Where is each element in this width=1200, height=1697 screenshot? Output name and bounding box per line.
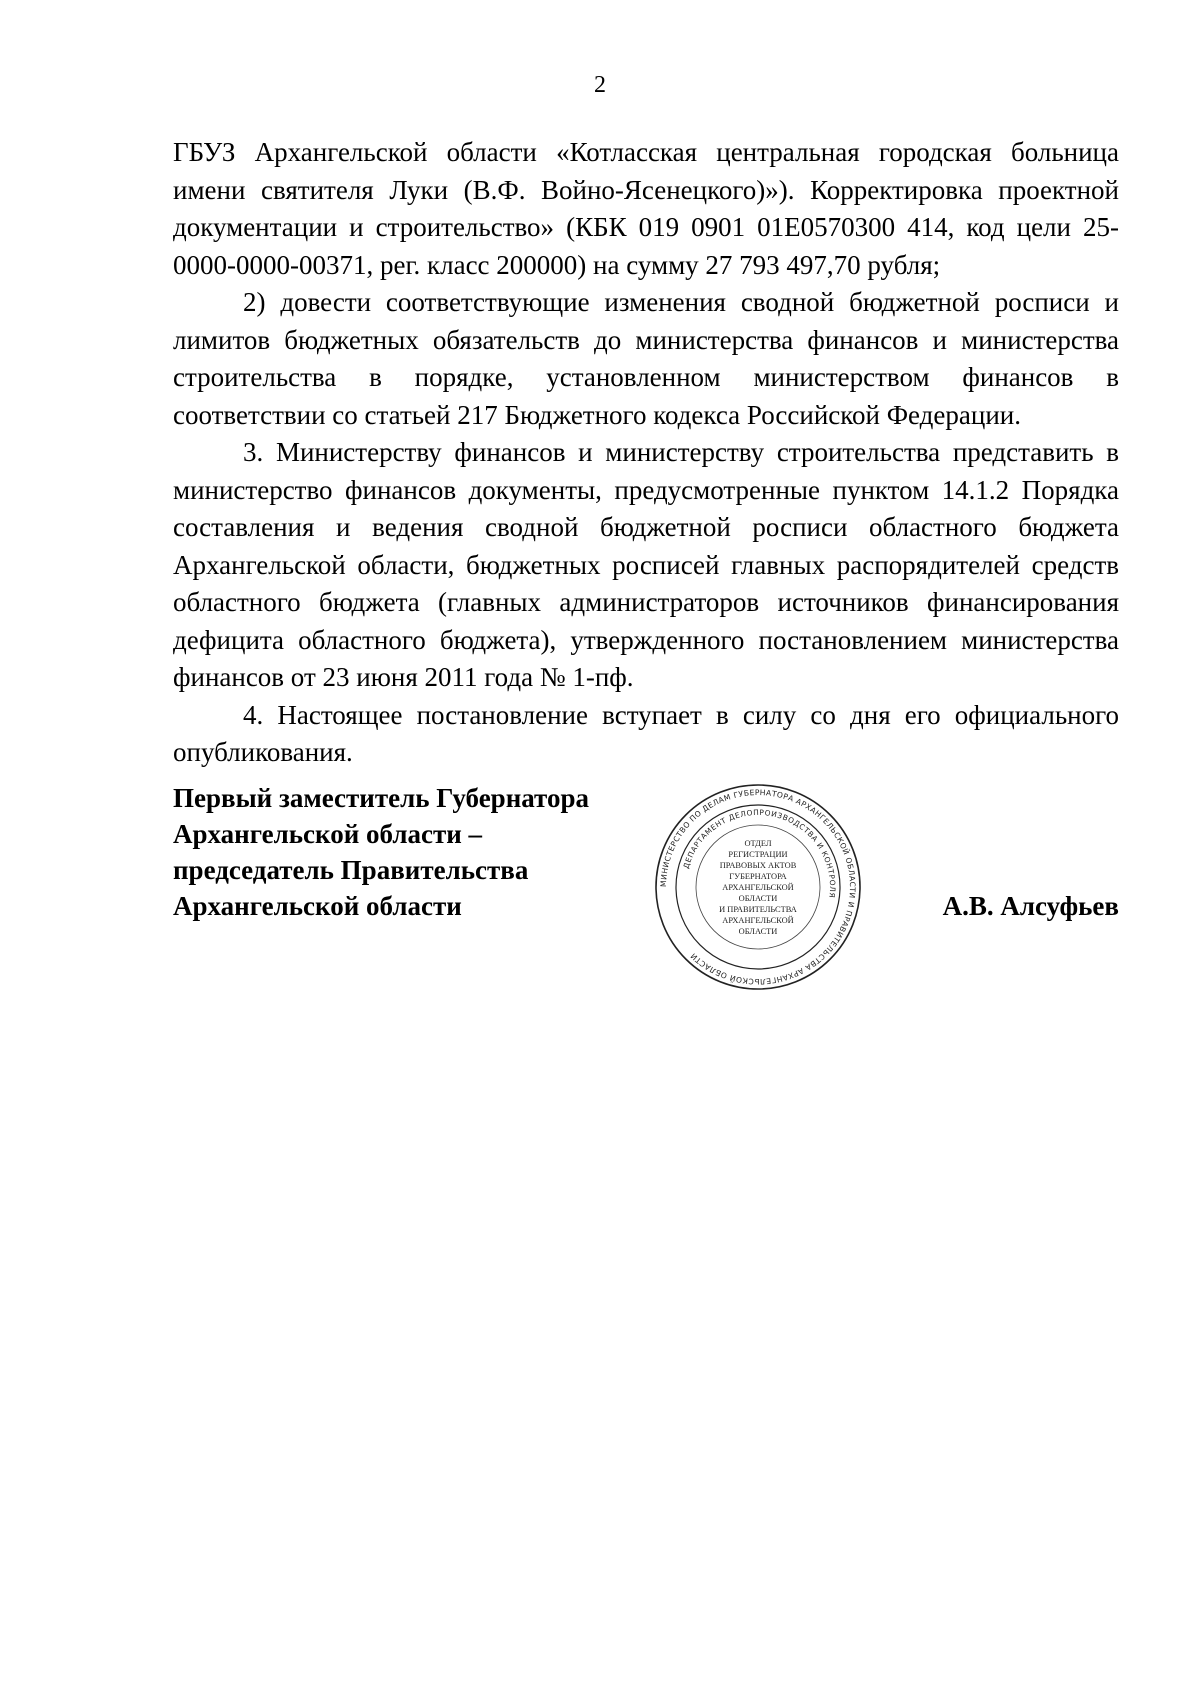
seal-center-line: ПРАВОВЫХ АКТОВ [719, 861, 797, 870]
signer-name: А.В. Алсуфьев [942, 891, 1119, 921]
seal-center-text [719, 839, 797, 936]
signatory-position-line: Первый заместитель Губернатора [173, 783, 589, 813]
seal-center-line: ГУБЕРНАТОРА [729, 872, 787, 881]
seal-outer-text-path: МИНИСТЕРСТВО ПО ДЕЛАМ ГУБЕРНАТОРА АРХАНГЕЛЬСКОЙ ОБЛАСТИ И ПРАВИТЕЛЬСТВА АРХАНГЕЛЬСКОЙ ОБЛАСТИ [658, 787, 858, 987]
signatory-position-line: Архангельской области – [173, 819, 483, 849]
seal-center-line: АРХАНГЕЛЬСКОЙ [722, 916, 794, 925]
official-seal [653, 782, 863, 992]
seal-center-line: АРХАНГЕЛЬСКОЙ [722, 883, 794, 892]
paragraph-item-3: 3. Министерству финансов и министерству строительства представить в министерство финансов документы, предусмотренные пунктом 14.1.2 Порядка составления и ведения сводной бюджетной росписи областного бюджета Архангельской области, бюджетных росписей главных распорядителей средств областного бюджета (главных администраторов источников финансирования дефицита областного бюджета), утвержденного постановлением министерства финансов от 23 июня 2011 года № 1-пф. [173, 437, 1119, 692]
seal-center-line: РЕГИСТРАЦИИ [728, 850, 788, 859]
signatory-position [173, 780, 589, 924]
seal-ring-text-path: ДЕПАРТАМЕНТ ДЕЛОПРОИЗВОДСТВА И КОНТРОЛЯ [681, 807, 838, 899]
seal-center-line: ОТДЕЛ [744, 839, 772, 848]
paragraph-item-2: 2) довести соответствующие изменения сводной бюджетной росписи и лимитов бюджетных обязательств до министерства финансов и министерства строительства в порядке, установленном министерством финансов в соответствии со статьей 217 Бюджетного кодекса Российской Федерации. [173, 287, 1119, 430]
seal-center-line: ОБЛАСТИ [738, 894, 778, 903]
signatory-position-line: председатель Правительства [173, 855, 529, 885]
paragraph-item-4: 4. Настоящее постановление вступает в силу со дня его официального опубликования. [173, 699, 1119, 767]
signatory-position-line: Архангельской области [173, 891, 462, 921]
paragraph-continuation: ГБУЗ Архангельской области «Котласская центральная городская больница имени святителя Луки (В.Ф. Войно-Ясенецкого)»). Корректировка проектной документации и строительство» (КБК 019 0901 01Е0570300 414, код цели 25-0000-0000-00371, рег. класс 200000) на сумму 27 793 497,70 рубля; [173, 137, 1119, 280]
document-body [173, 134, 1119, 772]
seal-center-line: И ПРАВИТЕЛЬСТВА [719, 905, 797, 914]
page-number: 2 [594, 72, 606, 98]
seal-center-line: ОБЛАСТИ [738, 927, 778, 936]
